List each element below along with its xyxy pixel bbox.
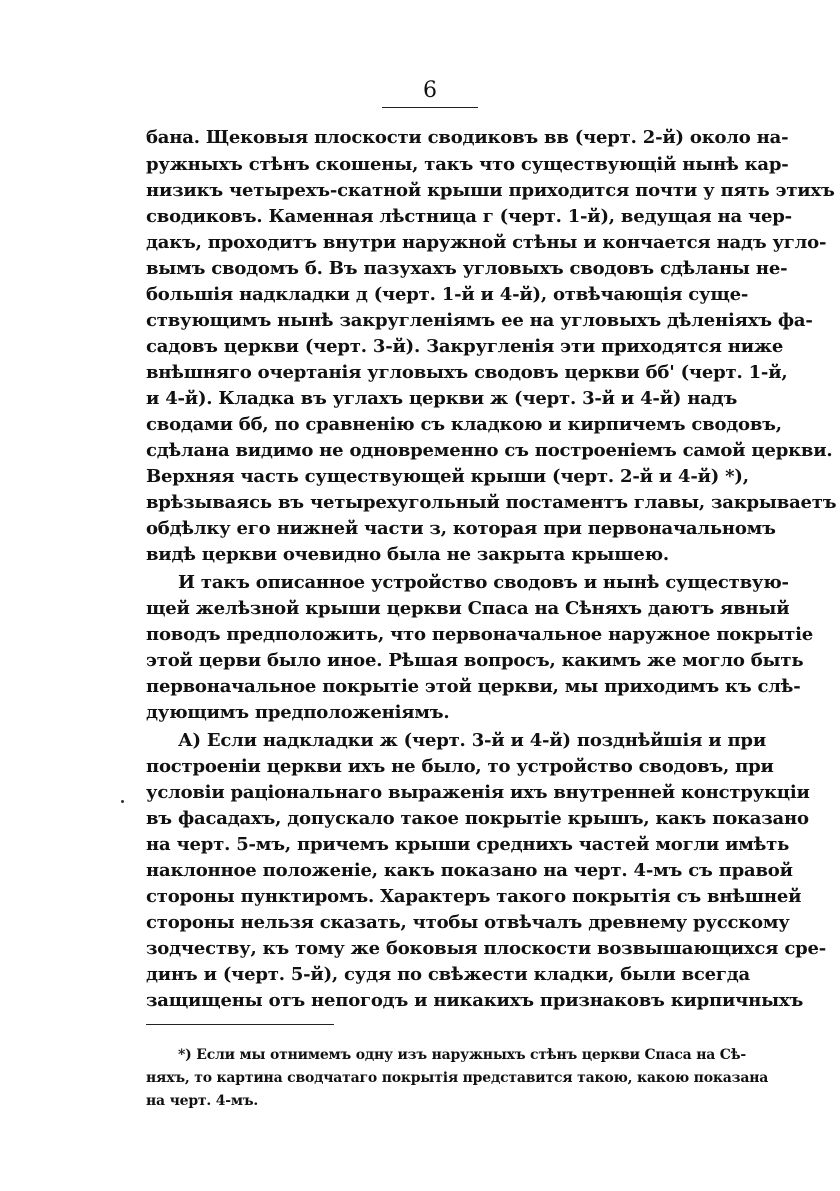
text-line: бана. Щековыя плоскости сводиковъ вв (черт. 2-й) около на- [146, 127, 789, 148]
text-line: А) Если надкладки ж (черт. 3-й и 4-й) позднѣйшія и при [178, 730, 766, 751]
text-line: первоначальное покрытіе этой церкви, мы приходимъ къ слѣ- [146, 676, 801, 697]
text-line: въ фасадахъ, допускало такое покрытіе крышъ, какъ показано [146, 808, 809, 829]
text-line: этой церви было иное. Рѣшая вопросъ, какимъ же могло быть [146, 650, 804, 671]
text-line: большія надкладки д (черт. 1-й и 4-й), отвѣчающія суще- [146, 284, 749, 305]
text-line: зодчеству, къ тому же боковыя плоскости возвышающихся сре- [146, 938, 827, 959]
footnote-line: *) Если мы отнимемъ одну изъ наружныхъ стѣнъ церкви Спаса на Сѣ- [178, 1047, 746, 1063]
text-line: садовъ церкви (черт. 3-й). Закругленія эти приходятся ниже [146, 336, 784, 357]
header-rule [382, 107, 478, 108]
text-line: защищены отъ непогодъ и никакихъ признаковъ кирпичныхъ [146, 990, 804, 1011]
text-line: сводиковъ. Каменная лѣстница г (черт. 1-й), ведущая на чер- [146, 206, 792, 227]
text-line: вымъ сводомъ б. Въ пазухахъ угловыхъ сводовъ сдѣланы не- [146, 258, 788, 279]
text-line: динъ и (черт. 5-й), судя по свѣжести кладки, были всегда [146, 964, 750, 985]
text-line: на черт. 5-мъ, причемъ крыши среднихъ частей могли имѣть [146, 834, 790, 855]
text-line: сдѣлана видимо не одновременно съ построеніемъ самой церкви. [146, 440, 833, 461]
text-line: ружныхъ стѣнъ скошены, такъ что существующій нынѣ кар- [146, 154, 789, 175]
text-line: И такъ описанное устройство сводовъ и нынѣ существую- [178, 572, 789, 593]
text-line: ствующимъ нынѣ закругленіямъ ее на угловыхъ дѣленіяхъ фа- [146, 310, 813, 331]
text-line: дакъ, проходитъ внутри наружной стѣны и кончается надъ угло- [146, 232, 827, 253]
text-line: внѣшняго очертанія угловыхъ сводовъ церкви бб' (черт. 1-й, [146, 362, 788, 383]
footnote-line: няхъ, то картина сводчатаго покрытія представится такою, какою показана [146, 1070, 769, 1086]
footnote-rule [146, 1024, 334, 1025]
text-line: построеніи церкви ихъ не было, то устройство сводовъ, при [146, 756, 774, 777]
text-line: стороны нельзя сказать, чтобы отвѣчалъ древнему русскому [146, 912, 790, 933]
text-line: условіи раціональнаго выраженія ихъ внутренней конструкціи [146, 782, 810, 803]
text-line: щей желѣзной крыши церкви Спаса на Сѣняхъ даютъ явный [146, 598, 790, 619]
footnote-line: на черт. 4-мъ. [146, 1093, 259, 1109]
text-line: сводами бб, по сравненію съ кладкою и кирпичемъ сводовъ, [146, 414, 782, 435]
text-line: врѣзываясь въ четырехугольный постаментъ главы, закрываетъ [146, 492, 837, 513]
scan-speck [121, 800, 124, 803]
text-line: дующимъ предположеніямъ. [146, 702, 450, 723]
text-line: и 4-й). Кладка въ углахъ церкви ж (черт. 3-й и 4-й) надъ [146, 388, 738, 409]
text-line: стороны пунктиромъ. Характеръ такого покрытія съ внѣшней [146, 886, 802, 907]
text-line: наклонное положеніе, какъ показано на черт. 4-мъ съ правой [146, 860, 793, 881]
text-line: низикъ четырехъ-скатной крыши приходится почти у пять этихъ [146, 180, 835, 201]
text-line: обдѣлку его нижней части з, которая при первоначальномъ [146, 518, 776, 539]
text-line: видѣ церкви очевидно была не закрыта крышею. [146, 544, 669, 565]
text-line: поводъ предположить, что первоначальное наружное покрытіе [146, 624, 813, 645]
text-line: Верхняя часть существующей крыши (черт. 2-й и 4-й) *), [146, 466, 749, 487]
page-number: 6 [423, 78, 437, 103]
